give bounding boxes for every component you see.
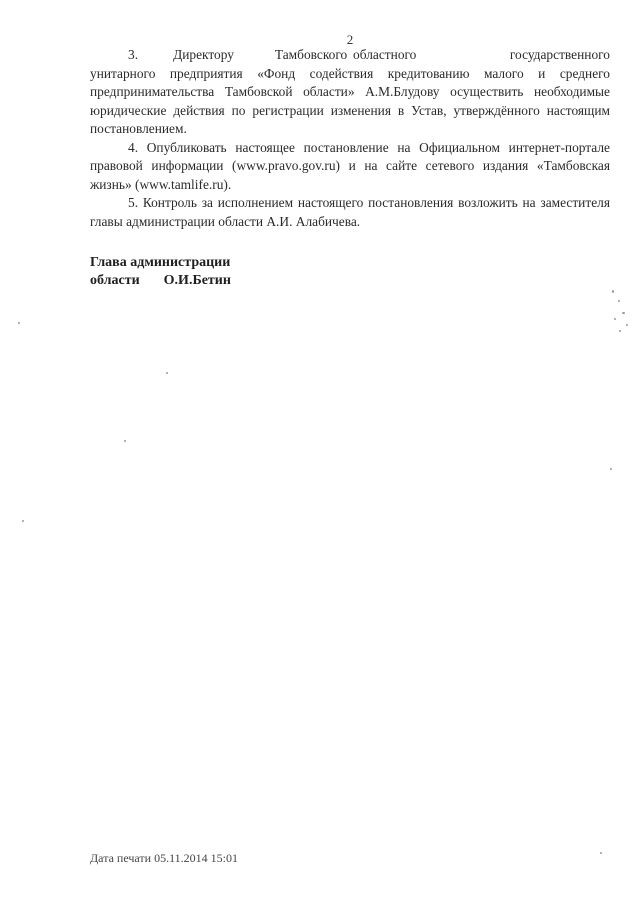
scan-speck: [610, 468, 612, 470]
document-body: [90, 46, 610, 231]
paragraph-4: 4. Опубликовать настоящее постановление на Официальном интернет-портале правовой информации (www.pravo.gov.ru) и на сайте сетевого издания «Тамбовская жизнь» (www.tamlife.ru).: [90, 139, 610, 192]
scan-speck: [124, 440, 126, 442]
scan-speck: [600, 852, 602, 854]
scan-speck: [612, 290, 614, 293]
page-number: 2: [346, 32, 354, 47]
paragraph-3: 3. Директору Тамбовского областного государственного унитарного предприятия «Фонд содействия кредитованию малого и среднего предпринимательства Тамбовской области» А.М.Блудову осуществить необходимые юридические действия по регистрации изменения в Устав, утверждённого настоящим постановлением.: [90, 47, 610, 136]
paragraph-5: 5. Контроль за исполнением настоящего постановления возложить на заместителя главы администрации области А.И. Алабичева.: [90, 195, 610, 229]
print-date: Дата печати 05.11.2014 15:01: [90, 851, 238, 865]
scan-speck: [166, 372, 168, 374]
scan-speck: [618, 300, 620, 302]
signatory-name: О.И.Бетин: [163, 273, 231, 288]
signature-line: [90, 272, 231, 290]
signature-title: Глава администрации: [90, 255, 231, 270]
signature-block: [90, 254, 231, 290]
scan-speck: [22, 520, 24, 522]
scan-speck: [619, 330, 621, 332]
scan-speck: [626, 324, 628, 326]
scan-speck: [614, 318, 616, 320]
scan-speck: [18, 322, 20, 324]
scan-speck: [622, 312, 625, 314]
signature-region: области: [90, 273, 140, 288]
